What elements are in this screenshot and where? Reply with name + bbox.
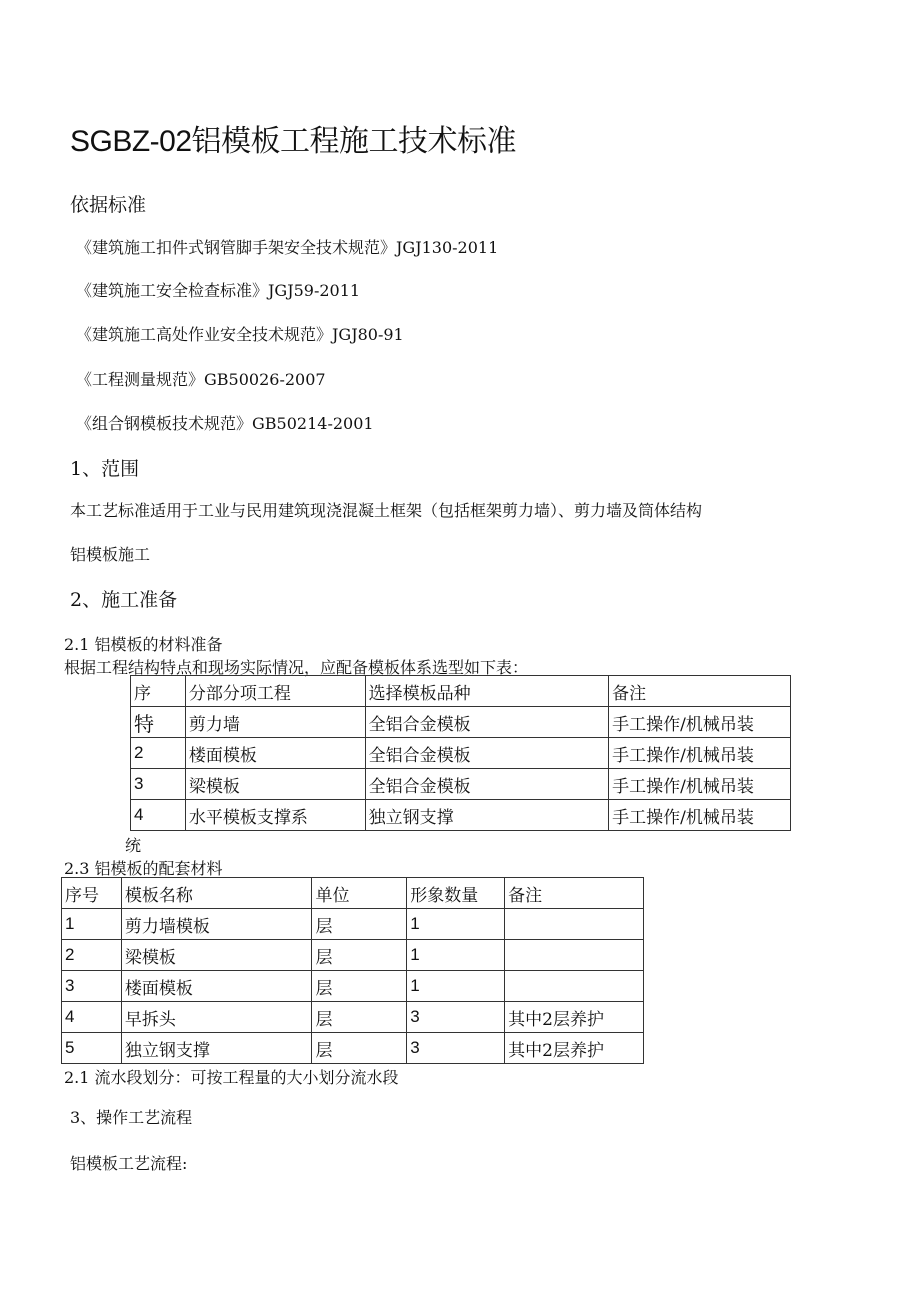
table-row xyxy=(131,769,791,800)
table-header-row xyxy=(62,878,644,909)
reference-item: 《建筑施工高处作业安全技术规范》JGJ80-91 xyxy=(76,325,404,344)
table-cell: 梁模板 xyxy=(185,769,365,800)
table-cell: 楼面模板 xyxy=(121,971,312,1002)
table-row xyxy=(62,1002,644,1033)
table-row xyxy=(131,738,791,769)
table-cell: 1 xyxy=(62,909,122,940)
table-cell: 全铝合金模板 xyxy=(365,707,608,738)
table-cell: 梁模板 xyxy=(121,940,312,971)
table-cell: 手工操作/机械吊装 xyxy=(609,800,791,831)
table-cell: 独立钢支撑 xyxy=(121,1033,312,1064)
process-text: 铝模板工艺流程: xyxy=(70,1154,188,1173)
table-cell: 全铝合金模板 xyxy=(365,738,608,769)
process-heading: 3、操作工艺流程 xyxy=(70,1108,193,1127)
table-header-cell: 序号 xyxy=(62,878,122,909)
table-cell: 手工操作/机械吊装 xyxy=(609,769,791,800)
section-2-1-title: 2.1 铝模板的材料准备 xyxy=(64,635,223,654)
table-header-cell: 备注 xyxy=(609,676,791,707)
table-cell: 1 xyxy=(407,971,505,1002)
table-cell: 层 xyxy=(312,1033,407,1064)
table-row xyxy=(62,940,644,971)
table-header-cell: 选择模板品种 xyxy=(365,676,608,707)
table-cell: 3 xyxy=(62,971,122,1002)
table-row xyxy=(62,909,644,940)
table-cell: 2 xyxy=(62,940,122,971)
table-cell: 手工操作/机械吊装 xyxy=(609,707,791,738)
reference-item: 《工程测量规范》GB50026-2007 xyxy=(76,370,326,389)
table-cell: 3 xyxy=(131,769,186,800)
flow-segment-text: 2.1 流水段划分：可按工程量的大小划分流水段 xyxy=(64,1068,399,1087)
table-header-row xyxy=(131,676,791,707)
supporting-materials-table xyxy=(61,877,644,1064)
table-cell: 全铝合金模板 xyxy=(365,769,608,800)
table-cell xyxy=(505,940,644,971)
table-cell: 剪力墙模板 xyxy=(121,909,312,940)
table-row xyxy=(131,707,791,738)
table-row xyxy=(62,971,644,1002)
table-cell: 剪力墙 xyxy=(185,707,365,738)
table-row xyxy=(131,800,791,831)
table-cell xyxy=(505,971,644,1002)
table-cell: 水平模板支撑系 xyxy=(185,800,365,831)
table-cell: 2 xyxy=(131,738,186,769)
table-cell: 其中2层养护 xyxy=(505,1002,644,1033)
table-header-cell: 形象数量 xyxy=(407,878,505,909)
table-header-cell: 备注 xyxy=(505,878,644,909)
table-cell: 1 xyxy=(407,909,505,940)
table-cell: 楼面模板 xyxy=(185,738,365,769)
table-header-cell: 序 xyxy=(131,676,186,707)
table-header-cell: 分部分项工程 xyxy=(185,676,365,707)
scope-text-line: 本工艺标准适用于工业与民用建筑现浇混凝土框架（包括框架剪力墙）、剪力墙及筒体结构 xyxy=(70,501,703,520)
reference-item: 《组合钢模板技术规范》GB50214-2001 xyxy=(76,414,374,433)
section-2-3-title: 2.3 铝模板的配套材料 xyxy=(64,859,223,878)
table-cell: 早拆头 xyxy=(121,1002,312,1033)
table-header-cell: 单位 xyxy=(312,878,407,909)
table-header-cell: 模板名称 xyxy=(121,878,312,909)
table-row xyxy=(62,1033,644,1064)
table-cell: 层 xyxy=(312,1002,407,1033)
table-cell: 层 xyxy=(312,909,407,940)
reference-item: 《建筑施工扣件式钢管脚手架安全技术规范》JGJ130-2011 xyxy=(76,238,499,257)
reference-item: 《建筑施工安全检查标准》JGJ59-2011 xyxy=(76,281,361,300)
table-cell: 4 xyxy=(131,800,186,831)
scope-text-line: 铝模板施工 xyxy=(70,545,151,564)
prep-heading: 2、施工准备 xyxy=(70,589,178,611)
table-cell: 层 xyxy=(312,971,407,1002)
table1-intro: 根据工程结构特点和现场实际情况，应配备模板体系选型如下表： xyxy=(64,658,529,677)
table-cell: 手工操作/机械吊装 xyxy=(609,738,791,769)
table-cell: 独立钢支撑 xyxy=(365,800,608,831)
table-cell: 特 xyxy=(131,707,186,738)
template-selection-table xyxy=(130,675,791,831)
table1-overflow-text: 统 xyxy=(125,836,142,855)
table-cell xyxy=(505,909,644,940)
table-cell: 1 xyxy=(407,940,505,971)
table-cell: 其中2层养护 xyxy=(505,1033,644,1064)
basis-heading: 依据标准 xyxy=(70,194,147,216)
table-cell: 3 xyxy=(407,1002,505,1033)
table-cell: 3 xyxy=(407,1033,505,1064)
page-title: SGBZ-02铝模板工程施工技术标准 xyxy=(70,125,517,158)
table-cell: 层 xyxy=(312,940,407,971)
table-cell: 4 xyxy=(62,1002,122,1033)
scope-heading: 1、范围 xyxy=(70,458,140,480)
table-cell: 5 xyxy=(62,1033,122,1064)
